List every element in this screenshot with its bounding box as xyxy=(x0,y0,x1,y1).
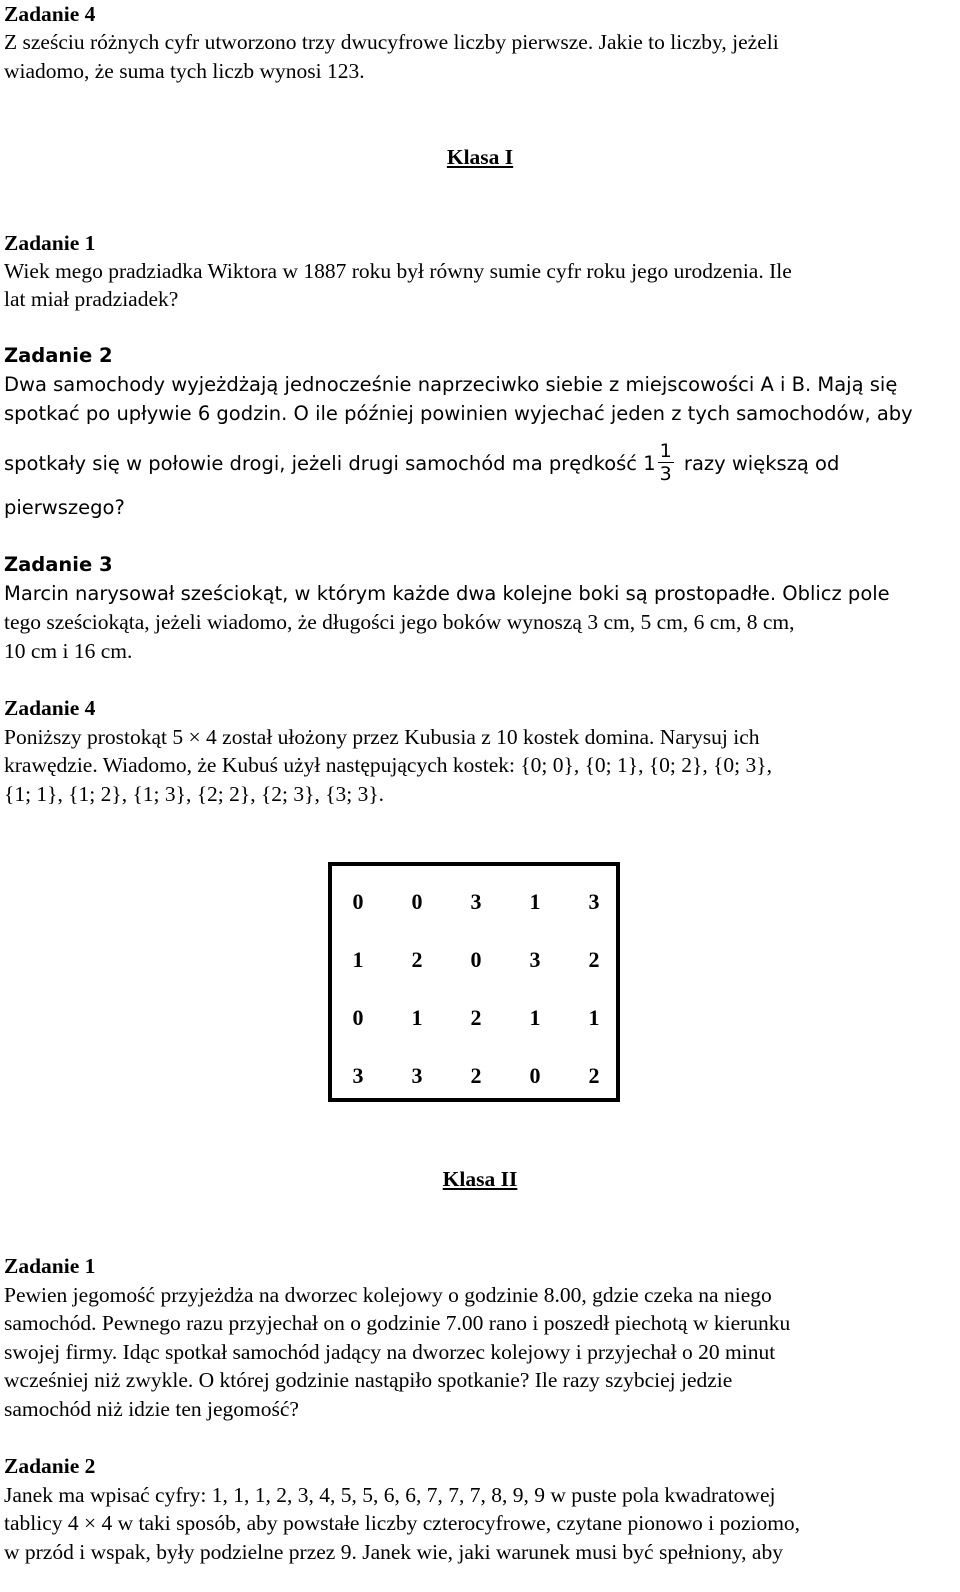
fraction xyxy=(658,440,674,485)
task-text: tego sześciokąta, jeżeli wiadomo, że długości jego boków wynoszą 3 cm, 5 cm, 6 cm, 8 cm, xyxy=(4,610,795,634)
task-text: wiadomo, że suma tych liczb wynosi 123. xyxy=(4,59,365,83)
task-text: samochód. Pewnego razu przyjechał on o godzinie 7.00 rano i poszedł piechotą w kierunku xyxy=(4,1311,791,1335)
speed-text-before: spotkały się w połowie drogi, jeżeli drugi samochód ma prędkość 1 xyxy=(4,452,656,475)
task-text: lat miał pradziadek? xyxy=(4,287,179,311)
grid-cell: 2 xyxy=(588,1063,600,1088)
task-heading: Zadanie 2 xyxy=(4,344,113,367)
grid-cell: 2 xyxy=(411,947,423,972)
grid-cell: 3 xyxy=(411,1063,423,1088)
task-text: swojej firmy. Idąc spotkał samochód jadący na dworzec kolejowy i przyjechał o 20 minut xyxy=(4,1340,776,1364)
task-text: Janek ma wpisać cyfry: 1, 1, 1, 2, 3, 4, 5, 5, 6, 6, 7, 7, 7, 8, 9, 9 w puste pola kwadratowej xyxy=(4,1483,776,1507)
task-text: spotkać po upływie 6 godzin. O ile później powinien wyjechać jeden z tych samochodów, aby xyxy=(4,402,913,425)
grid-cell: 0 xyxy=(470,947,482,972)
grid-cell: 2 xyxy=(588,947,600,972)
domino-grid xyxy=(328,862,620,1102)
task-text: krawędzie. Wiadomo, że Kubuś użył następujących kostek: {0; 0}, {0; 1}, {0; 2}, {0; 3}, xyxy=(4,753,772,777)
speed-text-after: razy większą od xyxy=(683,452,840,475)
grid-cell: 1 xyxy=(352,947,364,972)
grid-cell: 3 xyxy=(352,1063,364,1088)
task-text: wcześniej niż zwykle. O której godzinie nastąpiło spotkanie? Ile razy szybciej jedzie xyxy=(4,1368,733,1392)
grid-cell: 2 xyxy=(470,1005,482,1030)
grid-cell: 0 xyxy=(529,1063,541,1088)
task-text: Wiek mego pradziadka Wiktora w 1887 roku był równy sumie cyfr roku jego urodzenia. Ile xyxy=(4,259,792,283)
grid-cell: 0 xyxy=(352,1005,364,1030)
grid-cell: 1 xyxy=(588,1005,600,1030)
class-heading-2: Klasa II xyxy=(442,1167,518,1191)
fraction-denominator: 3 xyxy=(659,463,672,485)
task-text: samochód niż idzie ten jegomość? xyxy=(4,1397,299,1421)
task-heading: Zadanie 4 xyxy=(4,2,96,26)
grid-cell: 3 xyxy=(529,947,541,972)
task-text: w przód i wspak, były podzielne przez 9. Janek wie, jaki warunek musi być spełniony, aby xyxy=(4,1540,783,1564)
grid-cell: 1 xyxy=(411,1005,423,1030)
task-text-with-fraction xyxy=(4,442,839,487)
task-text: Z sześciu różnych cyfr utworzono trzy dwucyfrowe liczby pierwsze. Jakie to liczby, jeżeli xyxy=(4,30,779,54)
fraction-numerator: 1 xyxy=(659,440,672,462)
grid-cell: 0 xyxy=(352,889,364,914)
grid-cell: 0 xyxy=(411,889,423,914)
task-text: 10 cm i 16 cm. xyxy=(4,639,133,663)
class-heading-1: Klasa I xyxy=(446,145,514,169)
task-heading: Zadanie 2 xyxy=(4,1454,96,1478)
task-heading: Zadanie 1 xyxy=(4,231,96,255)
task-text: Pewien jegomość przyjeżdża na dworzec kolejowy o godzinie 8.00, gdzie czeka na niego xyxy=(4,1283,772,1307)
task-text: Dwa samochody wyjeżdżają jednocześnie naprzeciwko siebie z miejscowości A i B. Mają się xyxy=(4,373,898,396)
task-text: pierwszego? xyxy=(4,496,125,519)
task-text: tablicy 4 × 4 w taki sposób, aby powstałe liczby czterocyfrowe, czytane pionowo i poziomo, xyxy=(4,1511,801,1535)
task-text: {1; 1}, {1; 2}, {1; 3}, {2; 2}, {2; 3}, {3; 3}. xyxy=(4,782,385,806)
task-text: Poniższy prostokąt 5 × 4 został ułożony przez Kubusia z 10 kostek domina. Narysuj ich xyxy=(4,725,760,749)
grid-cell: 1 xyxy=(529,1005,541,1030)
task-heading: Zadanie 3 xyxy=(4,553,113,576)
grid-cell: 2 xyxy=(470,1063,482,1088)
task-heading: Zadanie 4 xyxy=(4,696,96,720)
grid-cell: 3 xyxy=(470,889,482,914)
task-heading: Zadanie 1 xyxy=(4,1254,96,1278)
task-text: Marcin narysował sześciokąt, w którym każde dwa kolejne boki są prostopadłe. Oblicz pole xyxy=(4,582,890,605)
grid-cell: 1 xyxy=(529,889,541,914)
grid-cell: 3 xyxy=(588,889,600,914)
